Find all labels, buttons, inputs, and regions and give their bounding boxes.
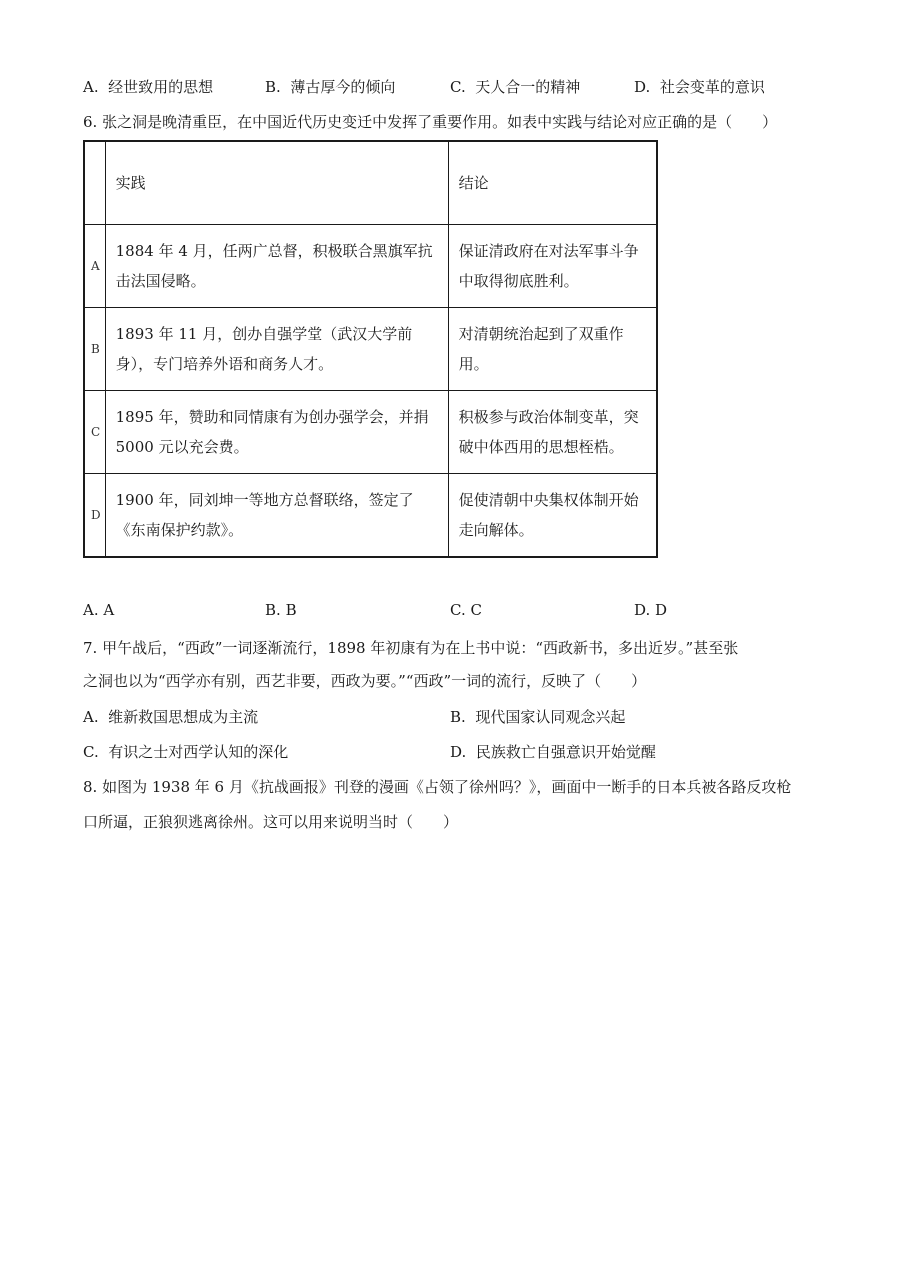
q7-option-c-letter: C. [83,743,99,761]
q6-row-label: B [84,308,105,391]
q5-option-b-text: 薄古厚今的倾向 [290,78,396,96]
q5-option-b [265,77,395,97]
q5-option-a-text: 经世致用的思想 [108,78,214,96]
q5-option-d-letter: D. [634,78,651,96]
q7-option-d-letter: D. [450,743,467,761]
q7-option-d-text: 民族救亡自强意识开始觉醒 [475,743,656,761]
q6-row-practice: 1893 年 11 月，创办自强学堂（武汉大学前身），专门培养外语和商务人才。 [105,308,448,391]
q6-option-b-letter: B. [265,601,281,619]
q7-option-c [83,742,288,762]
q5-option-a [83,77,213,97]
q6-stem: 6. 张之洞是晚清重臣，在中国近代历史变迁中发挥了重要作用。如表中实践与结论对应正确的是（ ） [83,113,778,131]
q6-row-conclusion: 促使清朝中央集权体制开始走向解体。 [448,474,657,558]
q8-stem-line1: 8. 如图为 1938 年 6 月《抗战画报》刊登的漫画《占领了徐州吗？》，画面中一断手的日本兵被各路反攻枪 [83,778,792,796]
q6-option-c [450,600,482,620]
q6-row-conclusion: 保证清政府在对法军事斗争中取得彻底胜利。 [448,225,657,308]
q6-option-b-text: B [285,601,297,619]
q8-stem-line2: 口所逼，正狼狈逃离徐州。这可以用来说明当时（ ） [83,813,459,831]
table-row [84,391,657,474]
q5-option-c-letter: C. [450,78,466,96]
q6-row-label: A [84,225,105,308]
q6-option-b [265,600,297,620]
q6-option-a-text: A [103,601,115,619]
q7-option-b-text: 现代国家认同观念兴起 [475,708,626,726]
q5-option-d [634,77,765,97]
table-row [84,308,657,391]
q6-row-conclusion: 积极参与政治体制变革，突破中体西用的思想桎梏。 [448,391,657,474]
q6-option-d-text: D [655,601,668,619]
q5-option-d-text: 社会变革的意识 [659,78,765,96]
q6-header-practice: 实践 [105,141,448,225]
q6-header-conclusion: 结论 [448,141,657,225]
q7-stem-line2: 之洞也以为“西学亦有别，西艺非要，西政为要。”“西政”一词的流行，反映了（ ） [83,672,647,690]
q6-row-label: D [84,474,105,558]
q5-option-c-text: 天人合一的精神 [475,78,581,96]
q6-table-header [84,141,657,225]
q5-option-c [450,77,580,97]
q6-option-a-letter: A. [83,601,99,619]
q6-row-label: C [84,391,105,474]
q7-option-a-text: 维新救国思想成为主流 [108,708,259,726]
q7-option-a [83,707,258,727]
q6-row-practice: 1884 年 4 月，任两广总督，积极联合黑旗军抗击法国侵略。 [105,225,448,308]
q7-option-b-letter: B. [450,708,466,726]
q5-option-b-letter: B. [265,78,281,96]
q7-option-b [450,707,625,727]
q6-option-d [634,600,667,620]
q6-option-a [83,600,114,620]
q6-row-conclusion: 对清朝统治起到了双重作用。 [448,308,657,391]
q5-option-a-letter: A. [83,78,99,96]
q7-option-c-text: 有识之士对西学认知的深化 [108,743,289,761]
q6-row-practice: 1900 年，同刘坤一等地方总督联络，签定了《东南保护约款》。 [105,474,448,558]
q6-option-c-text: C [470,601,482,619]
q7-option-a-letter: A. [83,708,99,726]
q7-option-d [450,742,656,762]
q6-option-c-letter: C. [450,601,466,619]
q6-table [83,140,658,558]
q7-stem-line1: 7. 甲午战后，“西政”一词逐渐流行，1898 年初康有为在上书中说：“西政新书，多出近岁。”甚至张 [83,639,739,657]
table-row [84,225,657,308]
q6-row-practice: 1895 年，赞助和同情康有为创办强学会，并捐 5000 元以充会费。 [105,391,448,474]
q6-option-d-letter: D. [634,601,651,619]
q6-header-label [84,141,105,225]
table-row [84,474,657,558]
